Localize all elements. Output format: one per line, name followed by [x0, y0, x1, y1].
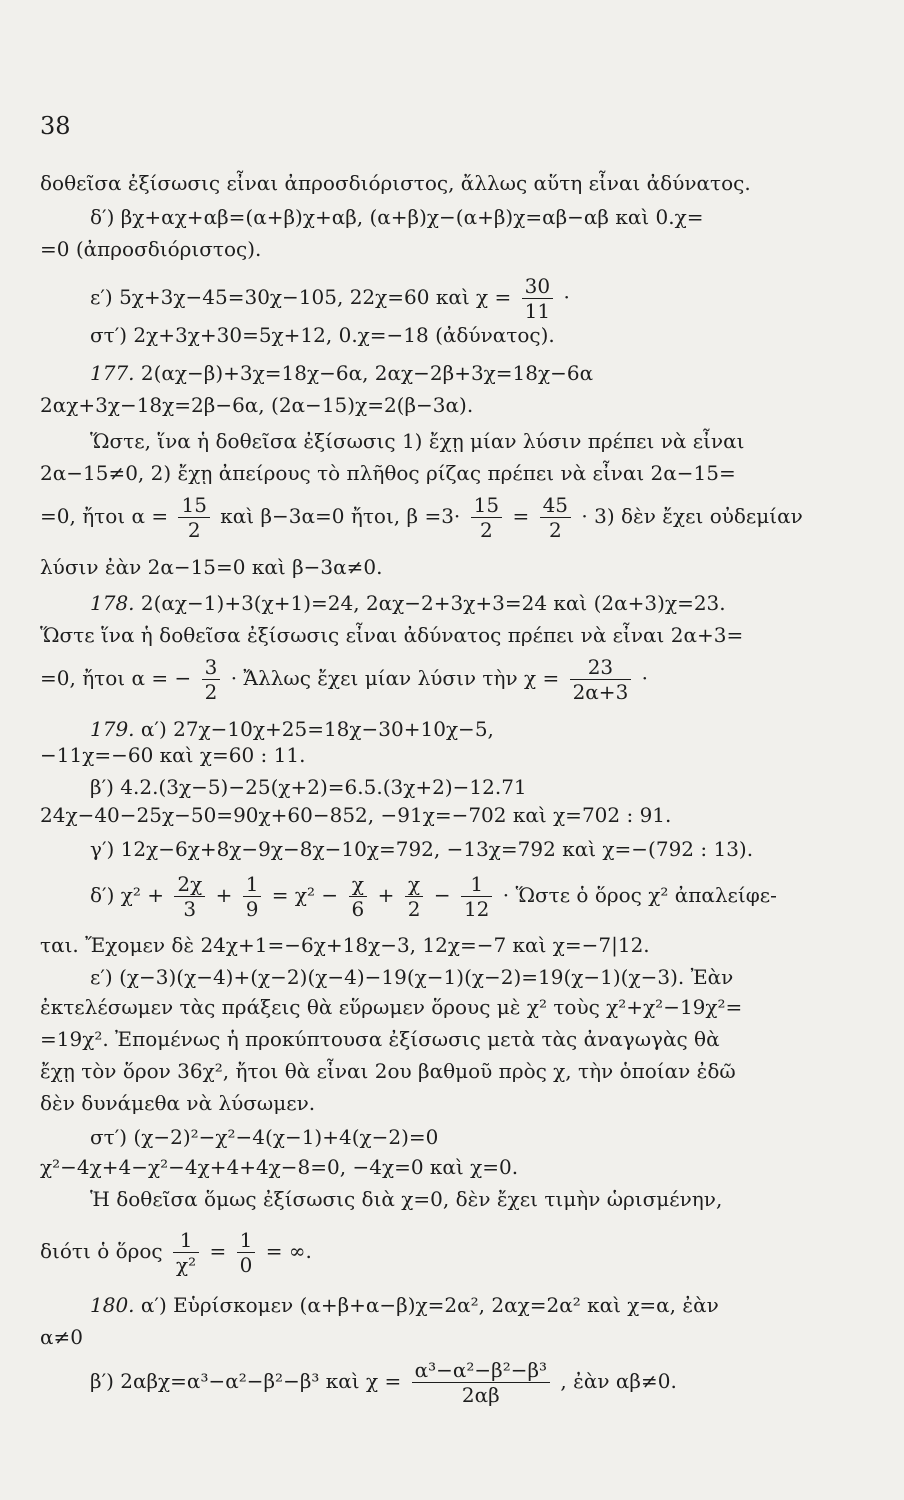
fraction: [522, 274, 553, 323]
text-line: ἔχῃ τὸν ὅρον 36χ², ἤτοι θὰ εἶναι 2ου βαθμοῦ πρὸς χ, τὴν ὁποίαν ἐδῶ: [40, 1059, 736, 1083]
text-line: δοθεῖσα ἐξίσωσις εἶναι ἀπροσδιόριστος, ἄλλως αὕτη εἶναι ἀδύνατος.: [40, 171, 751, 195]
equals: =: [209, 1239, 227, 1263]
fraction: [237, 1228, 256, 1277]
numerator: χ: [349, 872, 368, 897]
fraction: [243, 872, 262, 921]
text-line: δὲν δυνάμεθα νὰ λύσωμεν.: [40, 1091, 316, 1115]
text-line: γ′) 12χ−6χ+8χ−9χ−8χ−10χ=792, −13χ=792 καὶ χ=−(792 : 13).: [90, 837, 754, 861]
text-line: Ἡ δοθεῖσα ὅμως ἐξίσωσις διὰ χ=0, δὲν ἔχει τιμὴν ὡρισμένην,: [90, 1187, 723, 1211]
text-line: ται. Ἔχομεν δὲ 24χ+1=−6χ+18χ−3, 12χ=−7 καὶ χ=−7|12.: [40, 933, 650, 957]
minus-sign: −: [433, 883, 451, 907]
equation-line: [90, 1358, 820, 1407]
fraction: [405, 872, 424, 921]
denominator: 3: [183, 897, 197, 921]
denominator: 0: [239, 1253, 253, 1277]
equation-line: [40, 1228, 820, 1277]
problem-line: [90, 1292, 820, 1318]
problem-number: 178.: [90, 591, 135, 615]
text-fragment: = ∞.: [265, 1239, 312, 1263]
dot: ·: [502, 883, 510, 907]
denominator: 2: [204, 680, 218, 704]
text-line: β′) 4.2.(3χ−5)−25(χ+2)=6.5.(3χ+2)−12.71: [90, 775, 527, 799]
problem-number: 177.: [90, 361, 135, 385]
text-line: −11χ=−60 καὶ χ=60 : 11.: [40, 743, 306, 767]
text-fragment: α′) Εὑρίσκομεν (α+β+α−β)χ=2α², 2αχ=2α² καὶ χ=α, ἐὰν: [140, 1293, 719, 1317]
text-line: Ὥστε, ἵνα ἡ δοθεῖσα ἐξίσωσις 1) ἔχῃ μίαν λύσιν πρέπει νὰ εἶναι: [90, 429, 745, 453]
plus-sign: +: [377, 883, 395, 907]
text-fragment: διότι ὁ ὅρος: [40, 1239, 163, 1263]
problem-number: 179.: [90, 717, 135, 741]
fraction: [178, 493, 209, 542]
fraction: [173, 1228, 199, 1277]
numerator: 1: [461, 872, 492, 897]
text-fragment: , ἐὰν αβ≠0.: [560, 1369, 677, 1393]
plus-sign: +: [215, 883, 233, 907]
text-fragment: = χ² −: [271, 883, 339, 907]
text-fragment: ε′) 5χ+3χ−45=30χ−105, 22χ=60 καὶ χ =: [90, 285, 512, 309]
text-line: στ′) 2χ+3χ+30=5χ+12, 0.χ=−18 (ἀδύνατος).: [90, 323, 555, 347]
text-line: 2αχ+3χ−18χ=2β−6α, (2α−15)χ=2(β−3α).: [40, 393, 474, 417]
text-line: 24χ−40−25χ−50=90χ+60−852, −91χ=−702 καὶ χ=702 : 91.: [40, 803, 672, 827]
fraction: [412, 1358, 550, 1407]
page-number: 38: [40, 112, 71, 140]
denominator: 12: [463, 897, 490, 921]
dot: ·: [230, 666, 238, 690]
text-line: =0 (ἀπροσδιόριστος).: [40, 237, 262, 261]
text-fragment: καὶ β−3α=0 ἤτοι, β =3·: [220, 504, 461, 528]
text-fragment: 2(αχ−1)+3(χ+1)=24, 2αχ−2+3χ+3=24 καὶ (2α+3)χ=23.: [140, 591, 726, 615]
problem-number: 180.: [90, 1293, 135, 1317]
text-line: δ′) βχ+αχ+αβ=(α+β)χ+αβ, (α+β)χ−(α+β)χ=αβ−αβ καὶ 0.χ=: [90, 205, 704, 229]
text-fragment: =0, ἤτοι α = −: [40, 666, 192, 690]
text-line: =19χ². Ἐπομένως ἡ προκύπτουσα ἐξίσωσις μετὰ τὰς ἀναγωγὰς θὰ: [40, 1027, 720, 1051]
text-fragment: β′) 2αβχ=α³−α²−β²−β³ καὶ χ =: [90, 1369, 402, 1393]
fraction: [349, 872, 368, 921]
dot: ·: [581, 504, 588, 528]
text-fragment: 3) δὲν ἔχει οὐδεμίαν: [594, 504, 803, 528]
text-fragment: δ′) χ² +: [90, 883, 164, 907]
text-line: ἐκτελέσωμεν τὰς πράξεις θὰ εὕρωμεν ὅρους μὲ χ² τοὺς χ²+χ²−19χ²=: [40, 995, 743, 1019]
numerator: 45: [540, 493, 571, 518]
numerator: 1: [173, 1228, 199, 1253]
denominator: 2: [187, 518, 201, 542]
problem-line: [90, 590, 820, 616]
fraction: [570, 655, 632, 704]
numerator: 2χ: [174, 872, 205, 897]
problem-line: [90, 360, 820, 386]
fraction: [471, 493, 502, 542]
numerator: 3: [202, 655, 221, 680]
problem-line: [90, 716, 820, 742]
equation-line: [40, 655, 820, 704]
text-line: λύσιν ἐὰν 2α−15=0 καὶ β−3α≠0.: [40, 555, 383, 579]
text-line: 2α−15≠0, 2) ἔχῃ ἀπείρους τὸ πλῆθος ρίζας πρέπει νὰ εἶναι 2α−15=: [40, 461, 736, 485]
denominator: 2αβ: [461, 1383, 500, 1407]
text-fragment: Ἄλλως ἔχει μίαν λύσιν τὴν χ =: [243, 666, 560, 690]
numerator: 23: [570, 655, 632, 680]
text-line: ε′) (χ−3)(χ−4)+(χ−2)(χ−4)−19(χ−1)(χ−2)=19(χ−1)(χ−3). Ἐὰν: [90, 965, 734, 989]
denominator: 6: [351, 897, 365, 921]
text-line: χ²−4χ+4−χ²−4χ+4+4χ−8=0, −4χ=0 καὶ χ=0.: [40, 1155, 519, 1179]
denominator: 9: [245, 897, 259, 921]
denominator: 11: [524, 299, 551, 323]
dot: ·: [641, 666, 649, 690]
text-fragment: 2(αχ−β)+3χ=18χ−6α, 2αχ−2β+3χ=18χ−6α: [140, 361, 594, 385]
text-line: Ὥστε ἵνα ἡ δοθεῖσα ἐξίσωσις εἶναι ἀδύνατος πρέπει νὰ εἶναι 2α+3=: [40, 623, 744, 647]
equation-line: [90, 274, 820, 323]
fraction: [174, 872, 205, 921]
text-fragment: α′) 27χ−10χ+25=18χ−30+10χ−5,: [140, 717, 494, 741]
equation-line: [90, 872, 820, 921]
numerator: χ: [405, 872, 424, 897]
denominator: 2: [480, 518, 493, 542]
fraction: [461, 872, 492, 921]
text-fragment: Ὥστε ὁ ὅρος χ² ἀπαλείφε-: [515, 883, 777, 907]
dot: ·: [563, 285, 570, 309]
text-fragment: =0, ἤτοι α =: [40, 504, 169, 528]
fraction: [202, 655, 221, 704]
text-line: στ′) (χ−2)²−χ²−4(χ−1)+4(χ−2)=0: [90, 1125, 439, 1149]
denominator: 2: [548, 518, 562, 542]
text-line: α≠0: [40, 1325, 83, 1349]
numerator: 15: [471, 493, 502, 518]
denominator: 2α+3: [572, 680, 629, 704]
equals: =: [512, 504, 530, 528]
fraction: [540, 493, 571, 542]
denominator: χ²: [176, 1253, 197, 1277]
numerator: 15: [178, 493, 209, 518]
numerator: 1: [237, 1228, 256, 1253]
numerator: 1: [243, 872, 262, 897]
equation-line: [40, 493, 820, 542]
numerator: 30: [522, 274, 553, 299]
denominator: 2: [407, 897, 421, 921]
numerator: α³−α²−β²−β³: [412, 1358, 550, 1383]
